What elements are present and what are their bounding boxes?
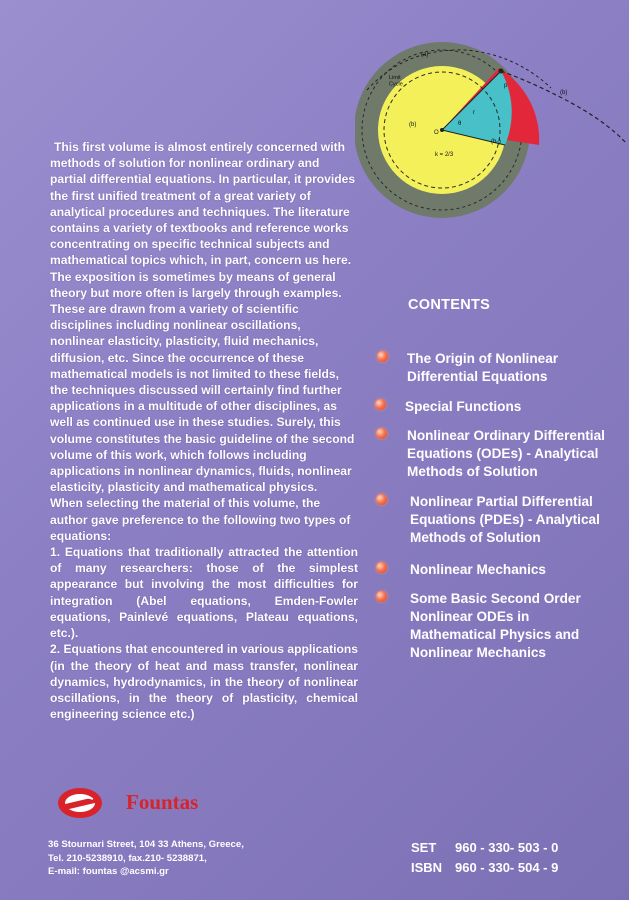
- bullet-icon: [376, 591, 387, 602]
- set-row: [411, 838, 558, 858]
- selection-paragraph: When selecting the material of this volume, the author gave preference to the following two types of equations:: [50, 496, 351, 543]
- set-label: SET: [411, 840, 437, 855]
- limit-cycle-diagram: [355, 30, 629, 246]
- contents-item-label: Nonlinear Ordinary Differential Equations (ODEs) - Analytical Methods of Solution: [407, 428, 605, 479]
- bullet-icon: [377, 351, 388, 362]
- book-identifiers: [411, 838, 558, 878]
- label-theta: θ: [458, 121, 462, 127]
- publisher-phone: Tel. 210-5238910, fax.210- 5238871,: [48, 852, 207, 864]
- label-r: r: [473, 110, 475, 116]
- label-limit-cycle: Limit Cycle: [389, 75, 403, 88]
- bullet-icon: [376, 428, 387, 439]
- publisher-contact: [48, 838, 244, 879]
- point-p: [499, 69, 504, 74]
- contents-item-label: Nonlinear Mechanics: [410, 562, 546, 577]
- description-block: [50, 139, 358, 722]
- set-number: 960 - 330- 503 - 0: [455, 840, 559, 855]
- isbn-number: 960 - 330- 504 - 9: [455, 860, 559, 875]
- label-p: p: [504, 83, 508, 89]
- bullet-icon: [375, 399, 386, 410]
- cover-illustration: [355, 30, 629, 246]
- label-b-right: (b): [560, 90, 568, 96]
- contents-item-label: Special Functions: [405, 399, 522, 414]
- fountas-logo-icon: [47, 782, 117, 826]
- label-k: k = 2/3: [435, 152, 454, 158]
- isbn-label: ISBN: [411, 860, 443, 875]
- contents-item-label: The Origin of Nonlinear Differential Equations: [407, 351, 559, 384]
- origin-point: [440, 128, 444, 132]
- label-a: (a): [421, 52, 429, 58]
- publisher-address: 36 Stournari Street, 104 33 Athens, Greece,: [48, 839, 244, 850]
- contents-heading: CONTENTS: [408, 297, 491, 313]
- contents-item-label: Some Basic Second Order Nonlinear ODEs in Mathematical Physics and Nonlinear Mechanics: [410, 591, 581, 660]
- equation-type-1: 1. Equations that traditionally attracted the attention of many researchers: those of the simplest appearance but involving the most difficulties for integration (Abel equations, Emden-Fowler equations, Painlevé equations, Plateau equations, etc.).: [50, 545, 358, 641]
- equation-type-2: 2. Equations that encountered in various applications (in the theory of heat and mass transfer, nonlinear dynamics, hydrodynamics, in the theory of nonlinear oscillations, in the theory of plasticity, chemical engineering science etc.): [50, 642, 358, 722]
- label-origin: O: [434, 130, 439, 136]
- label-b0: (b₀): [491, 139, 501, 145]
- label-b: (b): [409, 122, 417, 128]
- intro-paragraph: This first volume is almost entirely concerned with methods of solution for nonlinear ordinary and partial differential equations. In particular, it provides the first unified treatment of a great variety of analytical procedures and techniques. The literature contains a variety of textbooks and reference works concentrating on specific technical subjects and mathematical topics which, in part, concern us here. The exposition is sometimes by means of general theory but more often is largely through examples. These are drawn from a variety of scientific disciplines including nonlinear oscillations, nonlinear elasticity, plasticity, fluid mechanics, diffusion, etc. Since the occurrence of these mathematical models is not limited to these fields, the techniques discussed will certainly find further applications in a multitude of other disciplines, as well as continued use in these studies. Surely, this volume constitutes the basic guideline of the second volume of this work, which follows including applications in nonlinear dynamics, fluids, nonlinear elasticity, plasticity and mathematical physics.: [50, 140, 356, 495]
- contents-item-label: Nonlinear Partial Differential Equations (PDEs) - Analytical Methods of Solution: [410, 494, 600, 545]
- publisher-email: E-mail: fountas @acsmi.gr: [48, 866, 169, 878]
- fountas-logo-graphic: [47, 782, 117, 826]
- bullet-icon: [376, 494, 387, 505]
- isbn-row: [411, 858, 558, 878]
- publisher-name: Fountas: [126, 790, 199, 814]
- bullet-icon: [376, 562, 387, 573]
